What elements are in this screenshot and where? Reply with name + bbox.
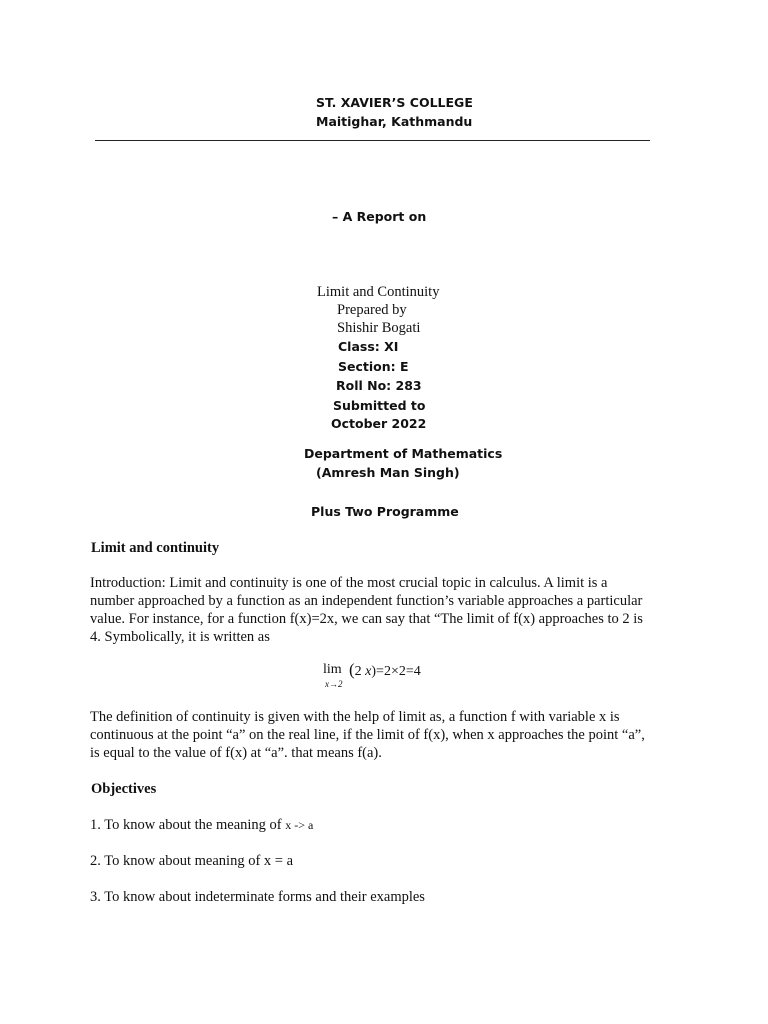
definition-line: continuous at the point “a” on the real line, if the limit of f(x), when x approaches the point “a”, xyxy=(90,727,645,743)
section-heading: Limit and continuity xyxy=(91,540,220,556)
college-name: ST. XAVIER’S COLLEGE xyxy=(316,95,473,110)
formula-expression: (2 x)=2×2=4 xyxy=(349,660,421,679)
college-location: Maitighar, Kathmandu xyxy=(316,114,473,129)
roll-number: Roll No: 283 xyxy=(336,378,422,393)
definition-line: is equal to the value of f(x) at “a”. that means f(a). xyxy=(90,745,382,761)
definition-line: The definition of continuity is given with the help of limit as, a function f with variable x is xyxy=(90,709,620,725)
report-on-label: – A Report on xyxy=(332,209,427,224)
prepared-by-label: Prepared by xyxy=(337,302,407,318)
programme-name: Plus Two Programme xyxy=(311,504,459,519)
author-name: Shishir Bogati xyxy=(337,320,421,336)
department-name: Department of Mathematics xyxy=(304,446,503,461)
objective-item-3: 3. To know about indeterminate forms and their examples xyxy=(90,889,425,905)
teacher-name: (Amresh Man Singh) xyxy=(316,465,460,480)
section-info: Section: E xyxy=(338,359,409,374)
intro-line: value. For instance, for a function f(x)=2x, we can say that “The limit of f(x) approaches to 2 is xyxy=(90,611,643,627)
formula-lim: lim xyxy=(323,662,342,677)
objectives-heading: Objectives xyxy=(91,781,157,797)
intro-line: number approached by a function as an independent function’s variable approaches a particular xyxy=(90,593,643,609)
intro-line: Introduction: Limit and continuity is one of the most crucial topic in calculus. A limit is a xyxy=(90,575,608,591)
intro-line: 4. Symbolically, it is written as xyxy=(90,629,270,645)
submission-date: October 2022 xyxy=(331,416,427,431)
report-topic: Limit and Continuity xyxy=(317,284,440,300)
class-info: Class: XI xyxy=(338,339,399,354)
objective-item-2: 2. To know about meaning of x = a xyxy=(90,853,294,869)
formula-subscript: x→2 xyxy=(325,679,343,689)
definition-paragraph xyxy=(90,708,680,762)
introduction-paragraph xyxy=(90,574,680,646)
limit-formula xyxy=(323,660,421,689)
objective-item-1: 1. To know about the meaning of x -> a xyxy=(90,817,314,833)
header-divider xyxy=(95,140,650,141)
submitted-to-label: Submitted to xyxy=(333,398,426,413)
